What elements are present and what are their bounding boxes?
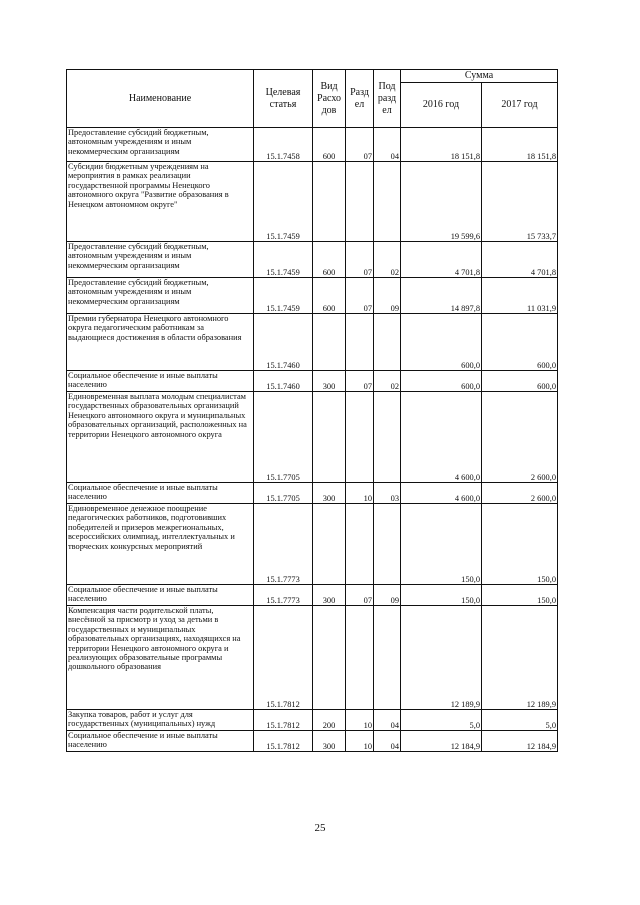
row-target-article: 15.1.7773 [254, 585, 313, 606]
row-subsection [374, 606, 401, 710]
row-amount-2017: 600,0 [482, 371, 558, 392]
table-row [67, 314, 558, 371]
row-amount-2016: 600,0 [401, 314, 482, 371]
budget-table [66, 69, 558, 752]
table-row [67, 371, 558, 392]
table-row [67, 504, 558, 585]
row-section: 07 [346, 278, 374, 314]
row-expense-type: 200 [313, 710, 346, 731]
row-subsection: 02 [374, 371, 401, 392]
row-section [346, 606, 374, 710]
row-name: Социальное обеспечение и иные выплаты населению [67, 483, 254, 504]
row-section [346, 162, 374, 242]
row-name: Предоставление субсидий бюджетным, автономным учреждениям и иным некоммерческим организациям [67, 242, 254, 278]
row-amount-2017: 2 600,0 [482, 483, 558, 504]
row-amount-2017: 150,0 [482, 585, 558, 606]
row-amount-2016: 5,0 [401, 710, 482, 731]
row-name: Предоставление субсидий бюджетным, автономным учреждениям и иным некоммерческим организациям [67, 278, 254, 314]
row-amount-2017: 150,0 [482, 504, 558, 585]
header-year-2017: 2017 год [482, 83, 558, 128]
row-target-article: 15.1.7812 [254, 731, 313, 752]
row-name: Социальное обеспечение и иные выплаты населению [67, 585, 254, 606]
row-amount-2017: 18 151,8 [482, 128, 558, 162]
row-section: 07 [346, 128, 374, 162]
row-amount-2016: 150,0 [401, 585, 482, 606]
header-target-article: Целевая статья [254, 70, 313, 128]
row-target-article: 15.1.7459 [254, 278, 313, 314]
row-amount-2017: 4 701,8 [482, 242, 558, 278]
row-section: 07 [346, 242, 374, 278]
row-target-article: 15.1.7460 [254, 314, 313, 371]
row-amount-2017: 12 189,9 [482, 606, 558, 710]
row-amount-2016: 19 599,6 [401, 162, 482, 242]
row-amount-2016: 14 897,8 [401, 278, 482, 314]
row-subsection: 04 [374, 731, 401, 752]
row-section [346, 314, 374, 371]
row-target-article: 15.1.7458 [254, 128, 313, 162]
row-amount-2017: 600,0 [482, 314, 558, 371]
row-amount-2016: 4 600,0 [401, 483, 482, 504]
row-amount-2017: 5,0 [482, 710, 558, 731]
page-number: 25 [314, 822, 326, 834]
row-section [346, 392, 374, 483]
header-sum: Сумма [401, 70, 558, 83]
row-name: Компенсация части родительской платы, внесённой за присмотр и уход за детьми в государственных и муниципальных образовательных организациях, находящихся на территории Ненецкого автономного округа и реализующих образовательные программы дошкольного образования [67, 606, 254, 710]
row-expense-type [313, 392, 346, 483]
row-amount-2016: 4 600,0 [401, 392, 482, 483]
row-amount-2016: 150,0 [401, 504, 482, 585]
table-row [67, 242, 558, 278]
row-subsection [374, 392, 401, 483]
row-target-article: 15.1.7812 [254, 710, 313, 731]
row-target-article: 15.1.7812 [254, 606, 313, 710]
row-amount-2017: 12 184,9 [482, 731, 558, 752]
row-expense-type [313, 606, 346, 710]
row-subsection [374, 162, 401, 242]
row-target-article: 15.1.7459 [254, 242, 313, 278]
row-section: 07 [346, 371, 374, 392]
row-section: 10 [346, 483, 374, 504]
row-section: 07 [346, 585, 374, 606]
row-subsection: 04 [374, 128, 401, 162]
row-expense-type [313, 314, 346, 371]
table-row [67, 606, 558, 710]
row-name: Предоставление субсидий бюджетным, автономным учреждениям и иным некоммерческим организациям [67, 128, 254, 162]
row-name: Социальное обеспечение и иные выплаты населению [67, 731, 254, 752]
row-expense-type: 300 [313, 731, 346, 752]
row-expense-type: 600 [313, 278, 346, 314]
row-amount-2016: 12 189,9 [401, 606, 482, 710]
header-year-2016: 2016 год [401, 83, 482, 128]
row-subsection: 02 [374, 242, 401, 278]
row-amount-2017: 11 031,9 [482, 278, 558, 314]
row-section [346, 504, 374, 585]
row-name: Субсидии бюджетным учреждениям на мероприятия в рамках реализации государственной программы Ненецкого автономного округа "Развитие образования в Ненецком автономном округе" [67, 162, 254, 242]
row-target-article: 15.1.7460 [254, 371, 313, 392]
row-amount-2017: 2 600,0 [482, 392, 558, 483]
row-amount-2016: 4 701,8 [401, 242, 482, 278]
row-name: Социальное обеспечение и иные выплаты населению [67, 371, 254, 392]
row-name: Единовременное денежное поощрение педагогических работников, подготовивших победителей и призеров межрегиональных, всероссийских олимпиад, интеллектуальных и творческих конкурсных мероприятий [67, 504, 254, 585]
header-expense-type: Вид Расхо дов [313, 70, 346, 128]
table-row [67, 128, 558, 162]
row-amount-2016: 18 151,8 [401, 128, 482, 162]
row-expense-type: 300 [313, 483, 346, 504]
row-expense-type: 300 [313, 371, 346, 392]
row-name: Премии губернатора Ненецкого автономного округа педагогическим работникам за выдающиеся достижения в области образования [67, 314, 254, 371]
row-subsection: 04 [374, 710, 401, 731]
row-amount-2017: 15 733,7 [482, 162, 558, 242]
table-row [67, 731, 558, 752]
table-row [67, 483, 558, 504]
row-expense-type: 300 [313, 585, 346, 606]
row-expense-type [313, 162, 346, 242]
row-section: 10 [346, 731, 374, 752]
table-row [67, 162, 558, 242]
header-subsection: Под разд ел [374, 70, 401, 128]
row-target-article: 15.1.7773 [254, 504, 313, 585]
row-subsection: 09 [374, 585, 401, 606]
row-section: 10 [346, 710, 374, 731]
row-subsection [374, 504, 401, 585]
header-name: Наименование [67, 70, 254, 128]
row-subsection: 03 [374, 483, 401, 504]
row-name: Единовременная выплата молодым специалистам государственных образовательных организаций Ненецкого автономного округа и муниципальных образовательных организаций, расположенных на территории Ненецкого автономного округа [67, 392, 254, 483]
table-row [67, 392, 558, 483]
row-target-article: 15.1.7705 [254, 392, 313, 483]
table-row [67, 278, 558, 314]
table-row [67, 585, 558, 606]
table-row [67, 710, 558, 731]
row-name: Закупка товаров, работ и услуг для государственных (муниципальных) нужд [67, 710, 254, 731]
row-target-article: 15.1.7705 [254, 483, 313, 504]
row-amount-2016: 12 184,9 [401, 731, 482, 752]
header-section: Разд ел [346, 70, 374, 128]
row-expense-type [313, 504, 346, 585]
row-amount-2016: 600,0 [401, 371, 482, 392]
row-subsection: 09 [374, 278, 401, 314]
row-subsection [374, 314, 401, 371]
row-target-article: 15.1.7459 [254, 162, 313, 242]
row-expense-type: 600 [313, 242, 346, 278]
row-expense-type: 600 [313, 128, 346, 162]
